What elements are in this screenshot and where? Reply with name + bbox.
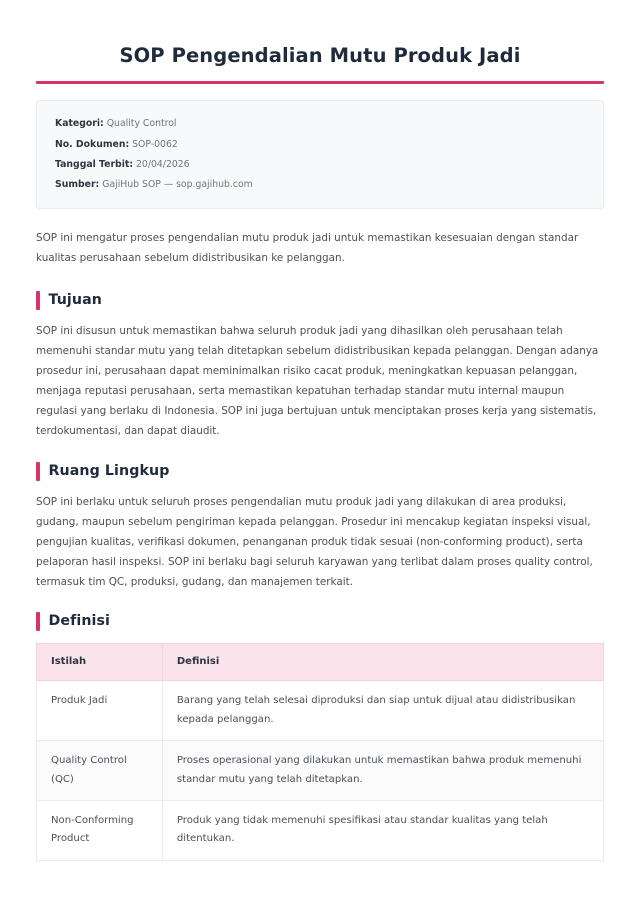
title-divider <box>36 81 604 84</box>
metadata-value-sumber: GajiHub SOP — sop.gajihub.com <box>102 179 253 191</box>
definitions-table <box>36 643 604 860</box>
section-accent-bar-icon <box>36 612 40 631</box>
table-row <box>37 681 604 741</box>
section-heading-ruang-lingkup <box>36 462 604 481</box>
section-accent-bar-icon <box>36 462 40 481</box>
section-definisi <box>36 612 604 860</box>
section-heading-label-tujuan: Tujuan <box>48 291 102 308</box>
column-header-istilah: Istilah <box>37 644 163 681</box>
section-tujuan <box>36 291 604 442</box>
cell-definisi: Proses operasional yang dilakukan untuk memastikan bahwa produk memenuhi standar mutu yang telah ditetapkan. <box>162 741 603 801</box>
section-body-ruang-lingkup: SOP ini berlaku untuk seluruh proses pengendalian mutu produk jadi yang dilakukan di area produksi, gudang, maupun sebelum pengiriman kepada pelanggan. Prosedur ini mencakup kegiatan inspeksi visual, pengujian kualitas, verifikasi dokumen, penanganan produk tidak sesuai (non-conforming product), serta pelaporan hasil inspeksi. SOP ini berlaku bagi seluruh karyawan yang terlibat dalam proses quality control, termasuk tim QC, produksi, gudang, dan manajemen terkait. <box>36 495 593 588</box>
section-body-tujuan: SOP ini disusun untuk memastikan bahwa seluruh produk jadi yang dihasilkan oleh perusahaan telah memenuhi standar mutu yang telah ditetapkan sebelum didistribusikan kepada pelanggan. Dengan adanya prosedur ini, perusahaan dapat meminimalkan risiko cacat produk, meningkatkan kepuasan pelanggan, menjaga reputasi perusahaan, serta memastikan kepatuhan terhadap standar mutu internal maupun regulasi yang berlaku di Indonesia. SOP ini juga bertujuan untuk menciptakan proses kerja yang sistematis, terdokumentasi, dan dapat diaudit. <box>36 324 599 437</box>
section-heading-definisi <box>36 612 604 631</box>
section-accent-bar-icon <box>36 291 40 310</box>
document-metadata-box <box>36 100 604 209</box>
section-ruang-lingkup <box>36 462 604 593</box>
metadata-label-sumber: Sumber: <box>55 179 100 191</box>
cell-definisi: Barang yang telah selesai diproduksi dan siap untuk dijual atau didistribusikan kepada pelanggan. <box>162 681 603 741</box>
cell-istilah: Produk Jadi <box>37 681 163 741</box>
table-row <box>37 741 604 801</box>
metadata-row-sumber <box>55 175 585 195</box>
section-heading-label-ruang-lingkup: Ruang Lingkup <box>48 462 170 479</box>
cell-istilah: Non-Conforming Product <box>37 800 163 860</box>
metadata-label-kategori: Kategori: <box>55 118 104 130</box>
definitions-table-header <box>37 644 604 681</box>
section-heading-label-definisi: Definisi <box>48 613 111 630</box>
cell-istilah: Quality Control (QC) <box>37 741 163 801</box>
cell-definisi: Produk yang tidak memenuhi spesifikasi atau standar kualitas yang telah ditentukan. <box>162 800 603 860</box>
metadata-label-tanggal: Tanggal Terbit: <box>55 158 134 170</box>
table-row <box>37 800 604 860</box>
column-header-definisi: Definisi <box>162 644 603 681</box>
table-header-row <box>37 644 604 681</box>
intro-paragraph: SOP ini mengatur proses pengendalian mutu produk jadi untuk memastikan kesesuaian dengan standar kualitas perusahaan sebelum didistribusikan ke pelanggan. <box>36 231 579 264</box>
section-heading-tujuan <box>36 291 604 310</box>
metadata-value-dokumen: SOP-0062 <box>132 138 178 150</box>
page-title: SOP Pengendalian Mutu Produk Jadi <box>119 44 521 67</box>
metadata-label-dokumen: No. Dokumen: <box>55 138 130 150</box>
metadata-value-tanggal: 20/04/2026 <box>136 158 190 170</box>
metadata-row-tanggal <box>55 154 585 174</box>
metadata-row-kategori <box>55 114 585 134</box>
metadata-value-kategori: Quality Control <box>106 118 177 130</box>
metadata-row-dokumen <box>55 134 585 154</box>
definitions-table-body <box>37 681 604 860</box>
